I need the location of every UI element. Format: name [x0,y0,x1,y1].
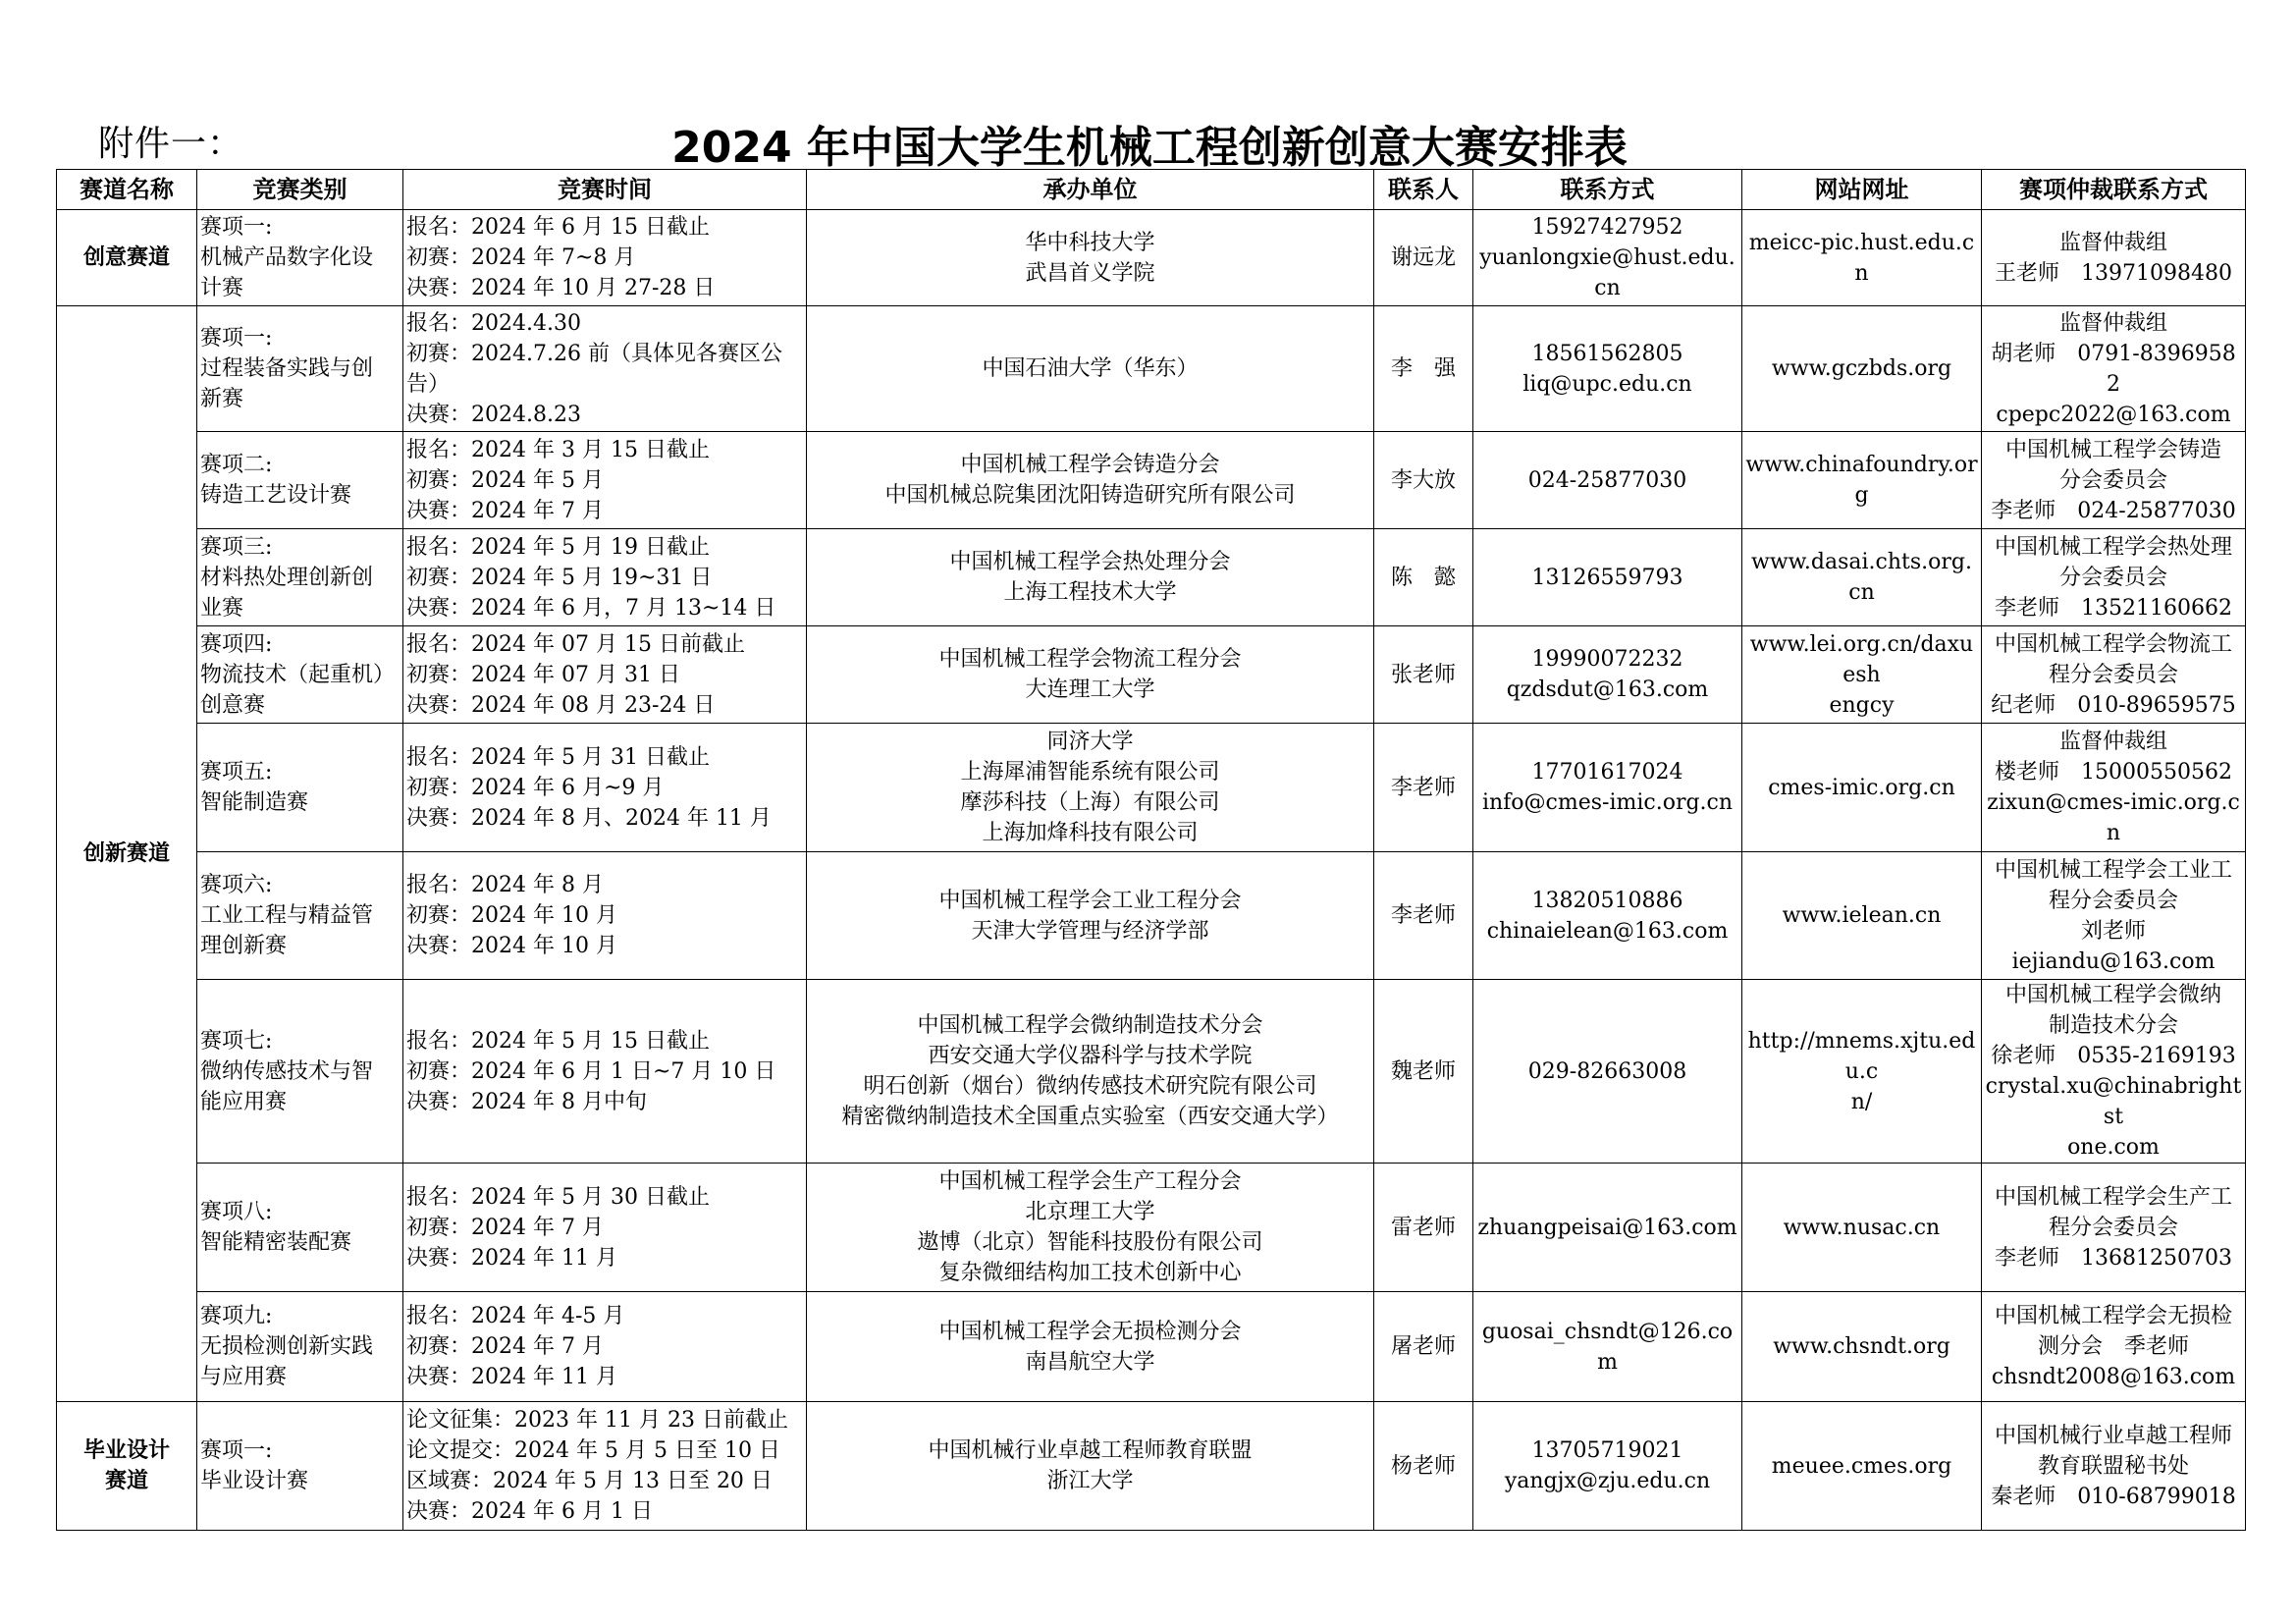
cell-line: 智能制造赛 [200,790,309,815]
category-cell [197,529,403,626]
cell-line: 与应用赛 [200,1365,288,1389]
col-header-contact: 联系人 [1374,170,1473,210]
organizer-cell [807,852,1374,980]
cell-line: 初赛：2024 年 6 月 1 日~7 月 10 日 [406,1058,776,1084]
cell-line: 中国机械工程学会热处理分会 [949,550,1231,574]
col-header-website: 网站网址 [1742,170,1982,210]
category-cell [197,980,403,1164]
table-row [57,1292,2246,1402]
arbitration-cell [1982,626,2246,724]
cell-line: 上海犀浦智能系统有限公司 [960,760,1220,785]
cell-line: 决赛：2024 年 6 月 1 日 [406,1499,653,1524]
cell-line: 赛项一: [200,215,273,240]
cell-line: 创新赛道 [82,841,170,866]
organizer-cell [807,306,1374,432]
cell-line: 赛项七: [200,1028,273,1054]
time-cell [403,432,807,529]
cell-line: 15927427952 [1531,215,1683,240]
cell-line: 分会委员会 [2058,565,2167,590]
cell-line: 初赛：2024 年 7~8 月 [406,245,636,270]
contact-person-cell: 李大放 [1374,432,1473,529]
cell-line: 赛项二: [200,453,273,477]
contact-info-cell [1473,1292,1742,1402]
cell-line: 中国机械工程学会微纳 [2004,983,2221,1007]
cell-line: 赛项八: [200,1200,273,1224]
cell-line: 报名：2024 年 8 月 [406,873,604,897]
cell-line: 过程装备实践与创 [200,356,374,381]
cell-line: 初赛：2024 年 7 月 [406,1334,604,1359]
cell-line: 理创新赛 [200,934,288,958]
track-name-cell [57,1402,197,1531]
cell-line: 复杂微细结构加工技术创新中心 [938,1261,1242,1285]
cell-line: 遨博（北京）智能科技股份有限公司 [917,1230,1263,1255]
contact-person-cell: 李老师 [1374,724,1473,852]
cell-line: 测分会 季老师 [2037,1334,2189,1359]
cell-line: 北京理工大学 [1025,1200,1155,1224]
cell-line: 刘老师 [2080,918,2146,944]
cell-line: 中国机械工程学会工业工程分会 [938,888,1242,913]
cell-line: 报名：2024 年 3 月 15 日截止 [406,437,710,462]
website-cell [1742,1292,1982,1402]
cell-line: 17701617024 [1531,760,1683,785]
cell-line: 赛道 [104,1469,148,1493]
cell-line: cpepc2022@163.com [1996,402,2231,427]
cell-line: 决赛：2024 年 7 月 [406,498,604,523]
contact-info-cell [1473,210,1742,306]
cell-line: 南昌航空大学 [1025,1349,1155,1375]
track-name-cell [57,210,197,306]
cell-line: 19990072232 [1531,647,1683,672]
cell-line: 初赛：2024 年 7 月 [406,1215,604,1240]
cell-line: crystal.xu@chinabrightst [1985,1074,2242,1129]
cell-line: 初赛：2024 年 07 月 31 日 [406,662,680,687]
cell-line: 论文提交：2024 年 5 月 5 日至 10 日 [406,1438,780,1463]
website-cell [1742,529,1982,626]
cell-line: 赛项六: [200,873,273,897]
table-header-row [57,170,2246,210]
contact-person-cell: 李老师 [1374,852,1473,980]
cell-line: 楼老师 15000550562 [1995,760,2232,785]
time-cell [403,980,807,1164]
attachment-label: 附件一： [98,124,244,164]
category-cell [197,1292,403,1402]
col-header-contact-info: 联系方式 [1473,170,1742,210]
cell-line: 李老师 13521160662 [1995,595,2232,621]
cell-line: 程分会委员会 [2048,888,2178,913]
cell-line: 武昌首义学院 [1025,260,1155,286]
cell-line: 同济大学 [1046,730,1134,754]
cell-line: 计赛 [200,276,244,300]
cell-line: 创意赛 [200,692,266,718]
cell-line: 中国机械工程学会无损检测分会 [938,1319,1242,1344]
cell-line: 能应用赛 [200,1089,288,1114]
cell-line: 决赛：2024 年 08 月 23-24 日 [406,692,716,718]
website-cell [1742,432,1982,529]
cell-line: 明石创新（烟台）微纳传感技术研究院有限公司 [863,1074,1317,1099]
cell-line: 赛项九: [200,1304,273,1328]
website-cell [1742,724,1982,852]
cell-line: n/ [1850,1089,1873,1114]
cell-line: 智能精密装配赛 [200,1230,352,1255]
cell-line: 业赛 [200,595,244,621]
cell-line: 无损检测创新实践 [200,1334,374,1359]
cell-line: 制造技术分会 [2048,1013,2178,1038]
cell-line: 毕业设计 [82,1438,170,1463]
contact-person-cell: 谢远龙 [1374,210,1473,306]
cell-line: 纪老师 010-89659575 [1991,692,2236,718]
cell-line: 监督仲裁组 [2058,310,2167,336]
category-cell [197,210,403,306]
time-cell [403,1292,807,1402]
cell-line: 物流技术（起重机） [200,662,396,687]
time-cell [403,529,807,626]
arbitration-cell [1982,306,2246,432]
website-cell [1742,306,1982,432]
website-cell [1742,980,1982,1164]
contact-person-cell: 李 强 [1374,306,1473,432]
cell-line: 赛项四: [200,631,273,657]
cell-line: engcy [1829,692,1895,718]
cell-line: 中国机械工程学会铸造 [2004,437,2221,462]
cell-line: 赛项五: [200,760,273,785]
cell-line: 监督仲裁组 [2058,230,2167,255]
cell-line: www.ielean.cn [1782,903,1942,928]
cell-line: 报名：2024 年 6 月 15 日截止 [406,215,710,240]
organizer-cell [807,1292,1374,1402]
cell-line: 创意赛道 [82,245,170,270]
cell-line: 初赛：2024 年 10 月 [406,903,617,928]
cell-line: 决赛：2024 年 8 月、2024 年 11 月 [406,805,772,831]
time-cell [403,306,807,432]
table-row [57,432,2246,529]
organizer-cell [807,626,1374,724]
cell-line: 029-82663008 [1527,1058,1687,1084]
contact-info-cell [1473,306,1742,432]
organizer-cell [807,529,1374,626]
time-cell [403,1402,807,1531]
cell-line: 报名：2024 年 4-5 月 [406,1304,625,1328]
cell-line: 上海加烽科技有限公司 [982,821,1199,845]
category-cell [197,1164,403,1292]
arbitration-cell [1982,980,2246,1164]
cell-line: 中国机械工程学会无损检 [1994,1304,2232,1328]
cell-line: www.chinafoundry.org [1745,453,1978,508]
table-row [57,1402,2246,1531]
contact-info-cell [1473,852,1742,980]
track-name-cell [57,306,197,1402]
organizer-cell [807,432,1374,529]
cell-line: 初赛：2024 年 6 月~9 月 [406,775,665,800]
time-cell [403,1164,807,1292]
cell-line: info@cmes-imic.org.cn [1481,790,1734,815]
category-cell [197,724,403,852]
cell-line: 告） [406,371,451,397]
cell-line: www.nusac.cn [1783,1215,1941,1240]
cell-line: 铸造工艺设计赛 [200,483,352,508]
col-header-organizer: 承办单位 [807,170,1374,210]
cell-line: iejiandu@163.com [2011,948,2216,974]
schedule-table [56,169,2246,1531]
cell-line: 机械产品数字化设 [200,245,374,270]
cell-line: 区域赛：2024 年 5 月 13 日至 20 日 [406,1469,773,1493]
cell-line: zhuangpeisai@163.com [1477,1215,1737,1240]
cell-line: 新赛 [200,387,244,411]
cell-line: yangjx@zju.edu.cn [1504,1469,1711,1493]
organizer-cell [807,1164,1374,1292]
cell-line: 浙江大学 [1046,1469,1134,1493]
cell-line: www.gczbds.org [1771,356,1952,381]
col-header-track: 赛道名称 [57,170,197,210]
cell-line: www.chsndt.org [1773,1334,1950,1359]
contact-info-cell [1473,529,1742,626]
contact-person-cell: 屠老师 [1374,1292,1473,1402]
cell-line: 报名：2024 年 5 月 15 日截止 [406,1028,710,1054]
col-header-category: 竞赛类别 [197,170,403,210]
cell-line: 论文征集：2023 年 11 月 23 日前截止 [406,1408,788,1433]
arbitration-cell [1982,852,2246,980]
organizer-cell [807,980,1374,1164]
cell-line: 材料热处理创新创 [200,565,374,590]
cell-line: meicc-pic.hust.edu.cn [1748,230,1975,286]
cell-line: 上海工程技术大学 [1003,580,1177,605]
cell-line: 决赛：2024 年 10 月 [406,934,617,958]
cell-line: 监督仲裁组 [2058,730,2167,754]
cell-line: 精密微纳制造技术全国重点实验室（西安交通大学） [841,1105,1339,1129]
cell-line: 报名：2024 年 07 月 15 日前截止 [406,631,745,657]
cell-line: 决赛：2024 年 11 月 [406,1365,617,1389]
cell-line: 报名：2024.4.30 [406,310,581,336]
website-cell [1742,626,1982,724]
category-cell [197,626,403,724]
cell-line: 中国机械工程学会生产工 [1994,1184,2232,1210]
cell-line: 13126559793 [1531,565,1683,590]
cell-line: 报名：2024 年 5 月 30 日截止 [406,1184,710,1210]
cell-line: 决赛：2024.8.23 [406,402,581,427]
contact-info-cell [1473,724,1742,852]
cell-line: guosai_chsndt@126.com [1481,1319,1734,1375]
table-row [57,306,2246,432]
cell-line: 中国机械工程学会物流工 [1994,631,2232,657]
cell-line: yuanlongxie@hust.edu.cn [1479,245,1735,300]
cell-line: 赛项三: [200,534,273,560]
cell-line: one.com [2067,1135,2160,1160]
cell-line: 毕业设计赛 [200,1469,309,1493]
cell-line: 中国机械工程学会工业工 [1994,857,2232,883]
contact-person-cell: 张老师 [1374,626,1473,724]
cell-line: cmes-imic.org.cn [1768,775,1955,800]
table-row [57,852,2246,980]
cell-line: chinaielean@163.com [1486,918,1729,944]
col-header-arbitration: 赛项仲裁联系方式 [1982,170,2246,210]
time-cell [403,724,807,852]
cell-line: 中国机械总院集团沈阳铸造研究所有限公司 [884,483,1296,508]
table-row [57,980,2246,1164]
cell-line: 中国机械工程学会微纳制造技术分会 [917,1013,1263,1038]
cell-line: 中国机械行业卓越工程师 [1994,1423,2232,1448]
category-cell [197,306,403,432]
time-cell [403,210,807,306]
category-cell [197,1402,403,1531]
arbitration-cell [1982,1402,2246,1531]
table-row [57,724,2246,852]
cell-line: 初赛：2024 年 5 月 [406,467,604,493]
cell-line: qzdsdut@163.com [1506,677,1709,702]
arbitration-cell [1982,1164,2246,1292]
arbitration-cell [1982,1292,2246,1402]
cell-line: 微纳传感技术与智 [200,1058,374,1084]
cell-line: 赛项一: [200,326,273,351]
cell-line: 初赛：2024 年 5 月 19~31 日 [406,565,713,590]
website-cell [1742,1164,1982,1292]
cell-line: www.dasai.chts.org.cn [1751,550,1972,605]
organizer-cell [807,1402,1374,1531]
website-cell [1742,1402,1982,1531]
cell-line: 天津大学管理与经济学部 [971,918,1209,944]
cell-line: 胡老师 0791-83969582 [1991,341,2236,397]
contact-info-cell [1473,980,1742,1164]
arbitration-cell [1982,724,2246,852]
cell-line: 报名：2024 年 5 月 31 日截止 [406,744,710,770]
cell-line: 决赛：2024 年 10 月 27-28 日 [406,276,716,300]
cell-line: 中国机械工程学会铸造分会 [960,453,1220,477]
cell-line: 中国机械工程学会物流工程分会 [938,647,1242,672]
arbitration-cell [1982,210,2246,306]
cell-line: 决赛：2024 年 6 月，7 月 13~14 日 [406,595,776,621]
document-header [55,106,2244,171]
cell-line: 决赛：2024 年 11 月 [406,1245,617,1271]
time-cell [403,626,807,724]
cell-line: liq@upc.edu.cn [1522,371,1692,397]
contact-info-cell [1473,1402,1742,1531]
arbitration-cell [1982,529,2246,626]
cell-line: chsndt2008@163.com [1991,1365,2236,1389]
cell-line: 18561562805 [1531,341,1683,366]
cell-line: 报名：2024 年 5 月 19 日截止 [406,534,710,560]
table-row [57,626,2246,724]
cell-line: 大连理工大学 [1025,677,1155,702]
cell-line: 工业工程与精益管 [200,903,374,928]
contact-person-cell: 雷老师 [1374,1164,1473,1292]
table-row [57,210,2246,306]
cell-line: 徐老师 0535-2169193 [1991,1044,2236,1068]
cell-line: 王老师 13971098480 [1995,260,2232,286]
contact-person-cell: 杨老师 [1374,1402,1473,1531]
cell-line: 李老师 024-25877030 [1991,498,2236,523]
cell-line: 李老师 13681250703 [1995,1245,2232,1271]
cell-line: 决赛：2024 年 8 月中旬 [406,1089,647,1114]
contact-person-cell: 魏老师 [1374,980,1473,1164]
cell-line: 13820510886 [1531,888,1683,913]
website-cell [1742,852,1982,980]
cell-line: zixun@cmes-imic.org.cn [1987,790,2240,845]
category-cell [197,432,403,529]
cell-line: www.lei.org.cn/daxuesh [1749,631,1974,687]
cell-line: 西安交通大学仪器科学与技术学院 [928,1044,1253,1068]
page-title: 2024 年中国大学生机械工程创新创意大赛安排表 [671,123,1628,173]
cell-line: 华中科技大学 [1025,230,1155,255]
cell-line: 中国石油大学（华东） [982,356,1199,381]
table-row [57,1164,2246,1292]
cell-line: 13705719021 [1531,1438,1683,1463]
cell-line: 教育联盟秘书处 [2037,1453,2189,1479]
time-cell [403,852,807,980]
organizer-cell [807,210,1374,306]
cell-line: 中国机械工程学会热处理 [1994,534,2232,560]
contact-person-cell: 陈 懿 [1374,529,1473,626]
cell-line: 中国机械行业卓越工程师教育联盟 [928,1438,1253,1463]
category-cell [197,852,403,980]
contact-info-cell [1473,432,1742,529]
cell-line: 秦老师 010-68799018 [1991,1484,2236,1509]
cell-line: 中国机械工程学会生产工程分会 [938,1169,1242,1194]
cell-line: 赛项一: [200,1438,273,1463]
cell-line: http://mnems.xjtu.edu.c [1747,1028,1976,1084]
table-row [57,529,2246,626]
cell-line: 程分会委员会 [2048,1215,2178,1240]
organizer-cell [807,724,1374,852]
cell-line: 摩莎科技（上海）有限公司 [960,790,1220,815]
col-header-time: 竞赛时间 [403,170,807,210]
cell-line: 分会委员会 [2058,467,2167,493]
cell-line: meuee.cmes.org [1771,1453,1952,1479]
website-cell [1742,210,1982,306]
contact-info-cell [1473,626,1742,724]
contact-info-cell [1473,1164,1742,1292]
cell-line: 024-25877030 [1527,467,1687,493]
cell-line: 初赛：2024.7.26 前（具体见各赛区公 [406,341,782,366]
cell-line: 程分会委员会 [2048,662,2178,687]
arbitration-cell [1982,432,2246,529]
